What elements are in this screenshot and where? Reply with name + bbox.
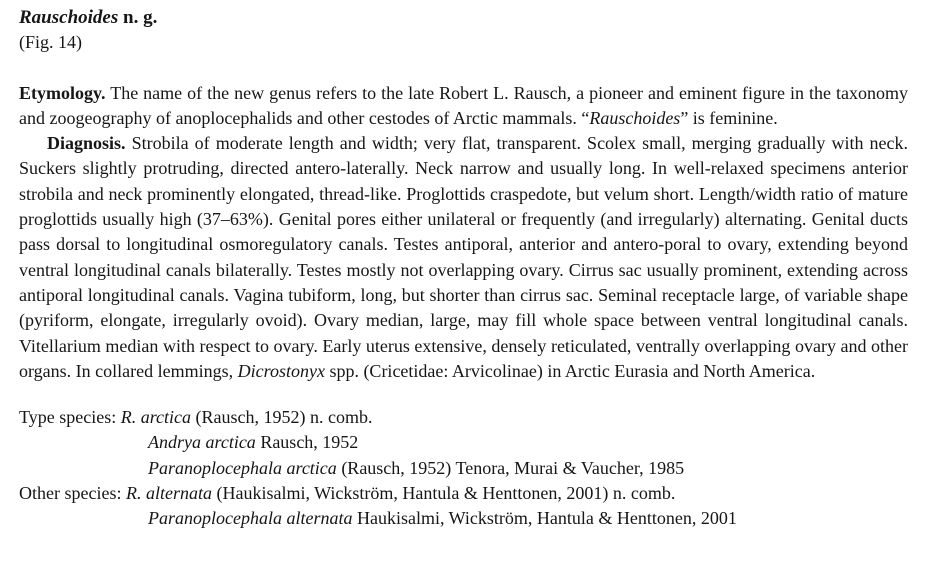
diagnosis-paragraph [19, 131, 908, 384]
species-line [19, 430, 908, 455]
species-line [19, 456, 908, 481]
text-run: (Haukisalmi, Wickström, Hantula & Henttonen, 2001) n. comb. [211, 483, 676, 504]
text-run: Rausch, 1952 [255, 432, 359, 453]
text-run: (Rausch, 1952) Tenora, Murai & Vaucher, 1985 [336, 457, 685, 478]
text-run: R. alternata [125, 483, 212, 504]
diagnosis-text [19, 133, 908, 381]
text-run: Rauschoides [589, 107, 681, 128]
text-run: Type species: [19, 407, 121, 428]
text-run: The name of the new genus refers to the late Robert L. Rausch, a pioneer and eminent figure in the taxonomy and zoogeography of anoplocephalids and other cestodes of Arctic mammals. “ [19, 82, 908, 128]
text-run: n. g. [118, 7, 158, 28]
text-run: spp. (Cricetidae: Arvicolinae) in Arctic Eurasia and North America. [324, 360, 816, 381]
text-run: Andrya arctica [148, 432, 256, 453]
text-run: (Rausch, 1952) n. comb. [191, 407, 373, 428]
species-line [19, 481, 908, 506]
text-run: Paranoplocephala alternata [148, 508, 353, 529]
species-line [19, 506, 908, 531]
text-run: R. arctica [120, 407, 192, 428]
text-run: Dicrostonyx [237, 360, 325, 381]
etymology-paragraph [19, 81, 908, 132]
etymology-text [19, 83, 908, 128]
figure-reference: (Fig. 14) [19, 32, 82, 53]
species-list [19, 405, 908, 531]
diagnosis-label: Diagnosis. [47, 133, 126, 154]
text-run: ” is feminine. [680, 107, 778, 128]
text-run: Paranoplocephala arctica [148, 457, 337, 478]
species-line [19, 405, 908, 430]
text-run: Haukisalmi, Wickström, Hantula & Henttonen, 2001 [352, 508, 737, 529]
genus-heading [19, 5, 908, 30]
text-run: Rauschoides [19, 7, 119, 28]
text-run: Other species: [19, 483, 126, 504]
etymology-label: Etymology. [19, 82, 106, 103]
text-run: Strobila of moderate length and width; very flat, transparent. Scolex small, merging gradually with neck. Suckers slightly protruding, directed antero-laterally. Neck narrow and usually long. In well-relaxed specimens anterior strobila and neck prominently elongated, thread-like. Proglottids craspedote, but velum short. Length/width ratio of mature proglottids usually high (37–63%). Genital pores either unilateral or frequently (and irregularly) alternating. Genital ducts pass dorsal to longitudinal osmoregulatory canals. Testes antiporal, anterior and antero-poral to ovary, extending beyond ventral longitudinal canals bilaterally. Testes mostly not overlapping ovary. Cirrus sac usually prominent, extending across antiporal longitudinal canals. Vagina tubiform, long, but shorter than cirrus sac. Seminal receptacle large, of variable shape (pyriform, elongate, irregularly ovoid). Ovary median, large, may fill whole space between ventral longitudinal canals. Vitellarium median with respect to ovary. Early uterus extensive, densely reticulated, ventrally overlapping ovary and other organs. In collared lemmings, [19, 133, 908, 381]
